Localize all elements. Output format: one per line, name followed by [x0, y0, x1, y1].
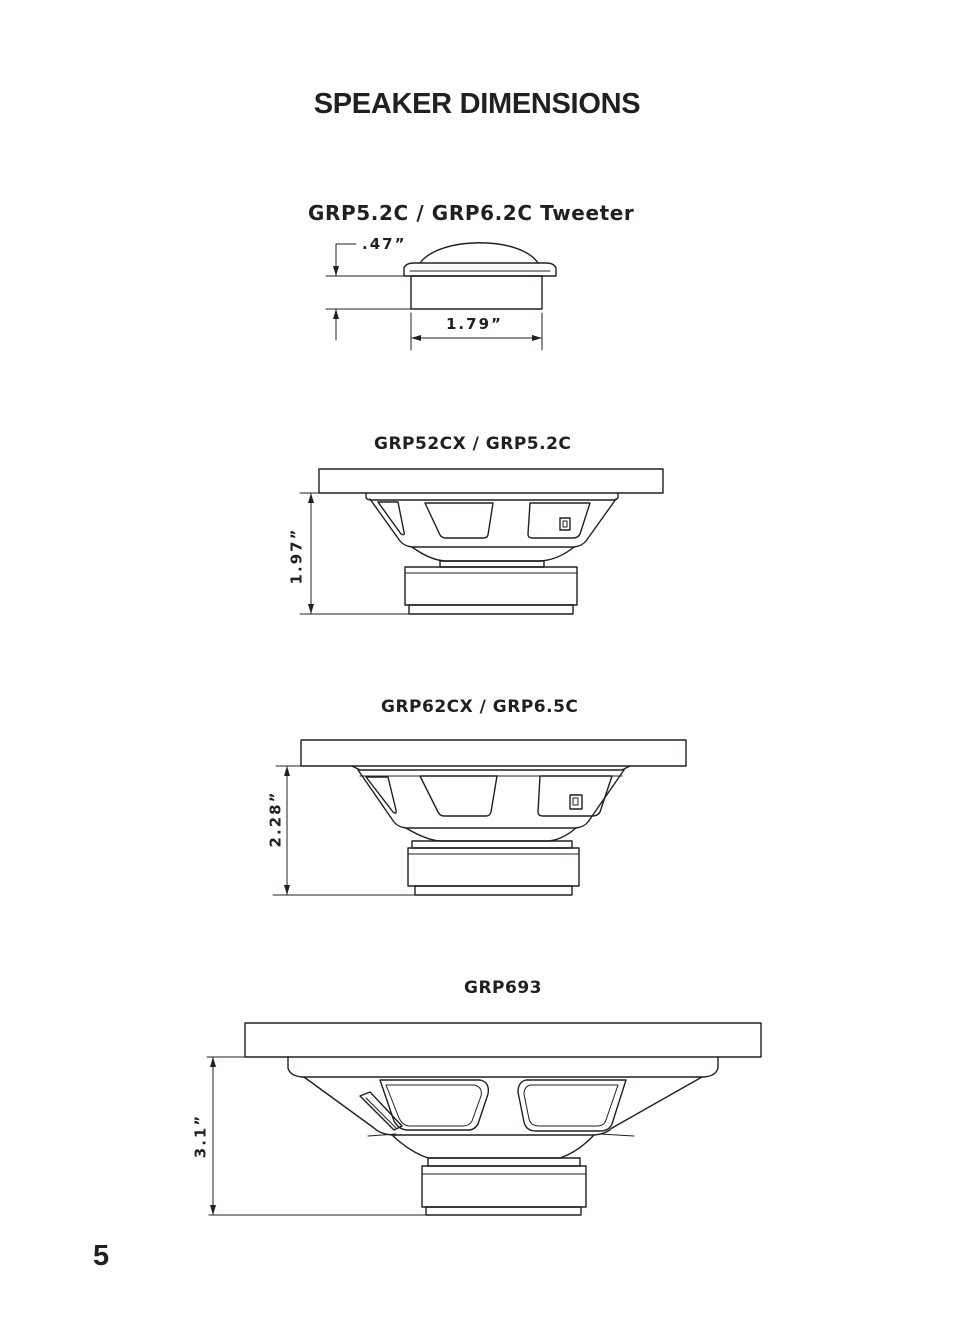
- speaker-2-title: GRP62CX / GRP6.5C: [381, 697, 579, 717]
- speaker-1-depth-label: 1.97”: [287, 527, 306, 585]
- tweeter-title: GRP5.2C / GRP6.2C Tweeter: [308, 201, 635, 225]
- page-number: 5: [93, 1240, 110, 1272]
- page-title: SPEAKER DIMENSIONS: [313, 88, 641, 120]
- speaker-1-title: GRP52CX / GRP5.2C: [374, 434, 572, 454]
- speaker-3-title: GRP693: [464, 978, 542, 998]
- speaker-3-depth-label: 3.1”: [191, 1113, 210, 1159]
- speaker-2-depth-label: 2.28”: [266, 790, 285, 848]
- tweeter-height-label: .47”: [362, 235, 407, 253]
- tweeter-width-label: 1.79”: [446, 315, 503, 333]
